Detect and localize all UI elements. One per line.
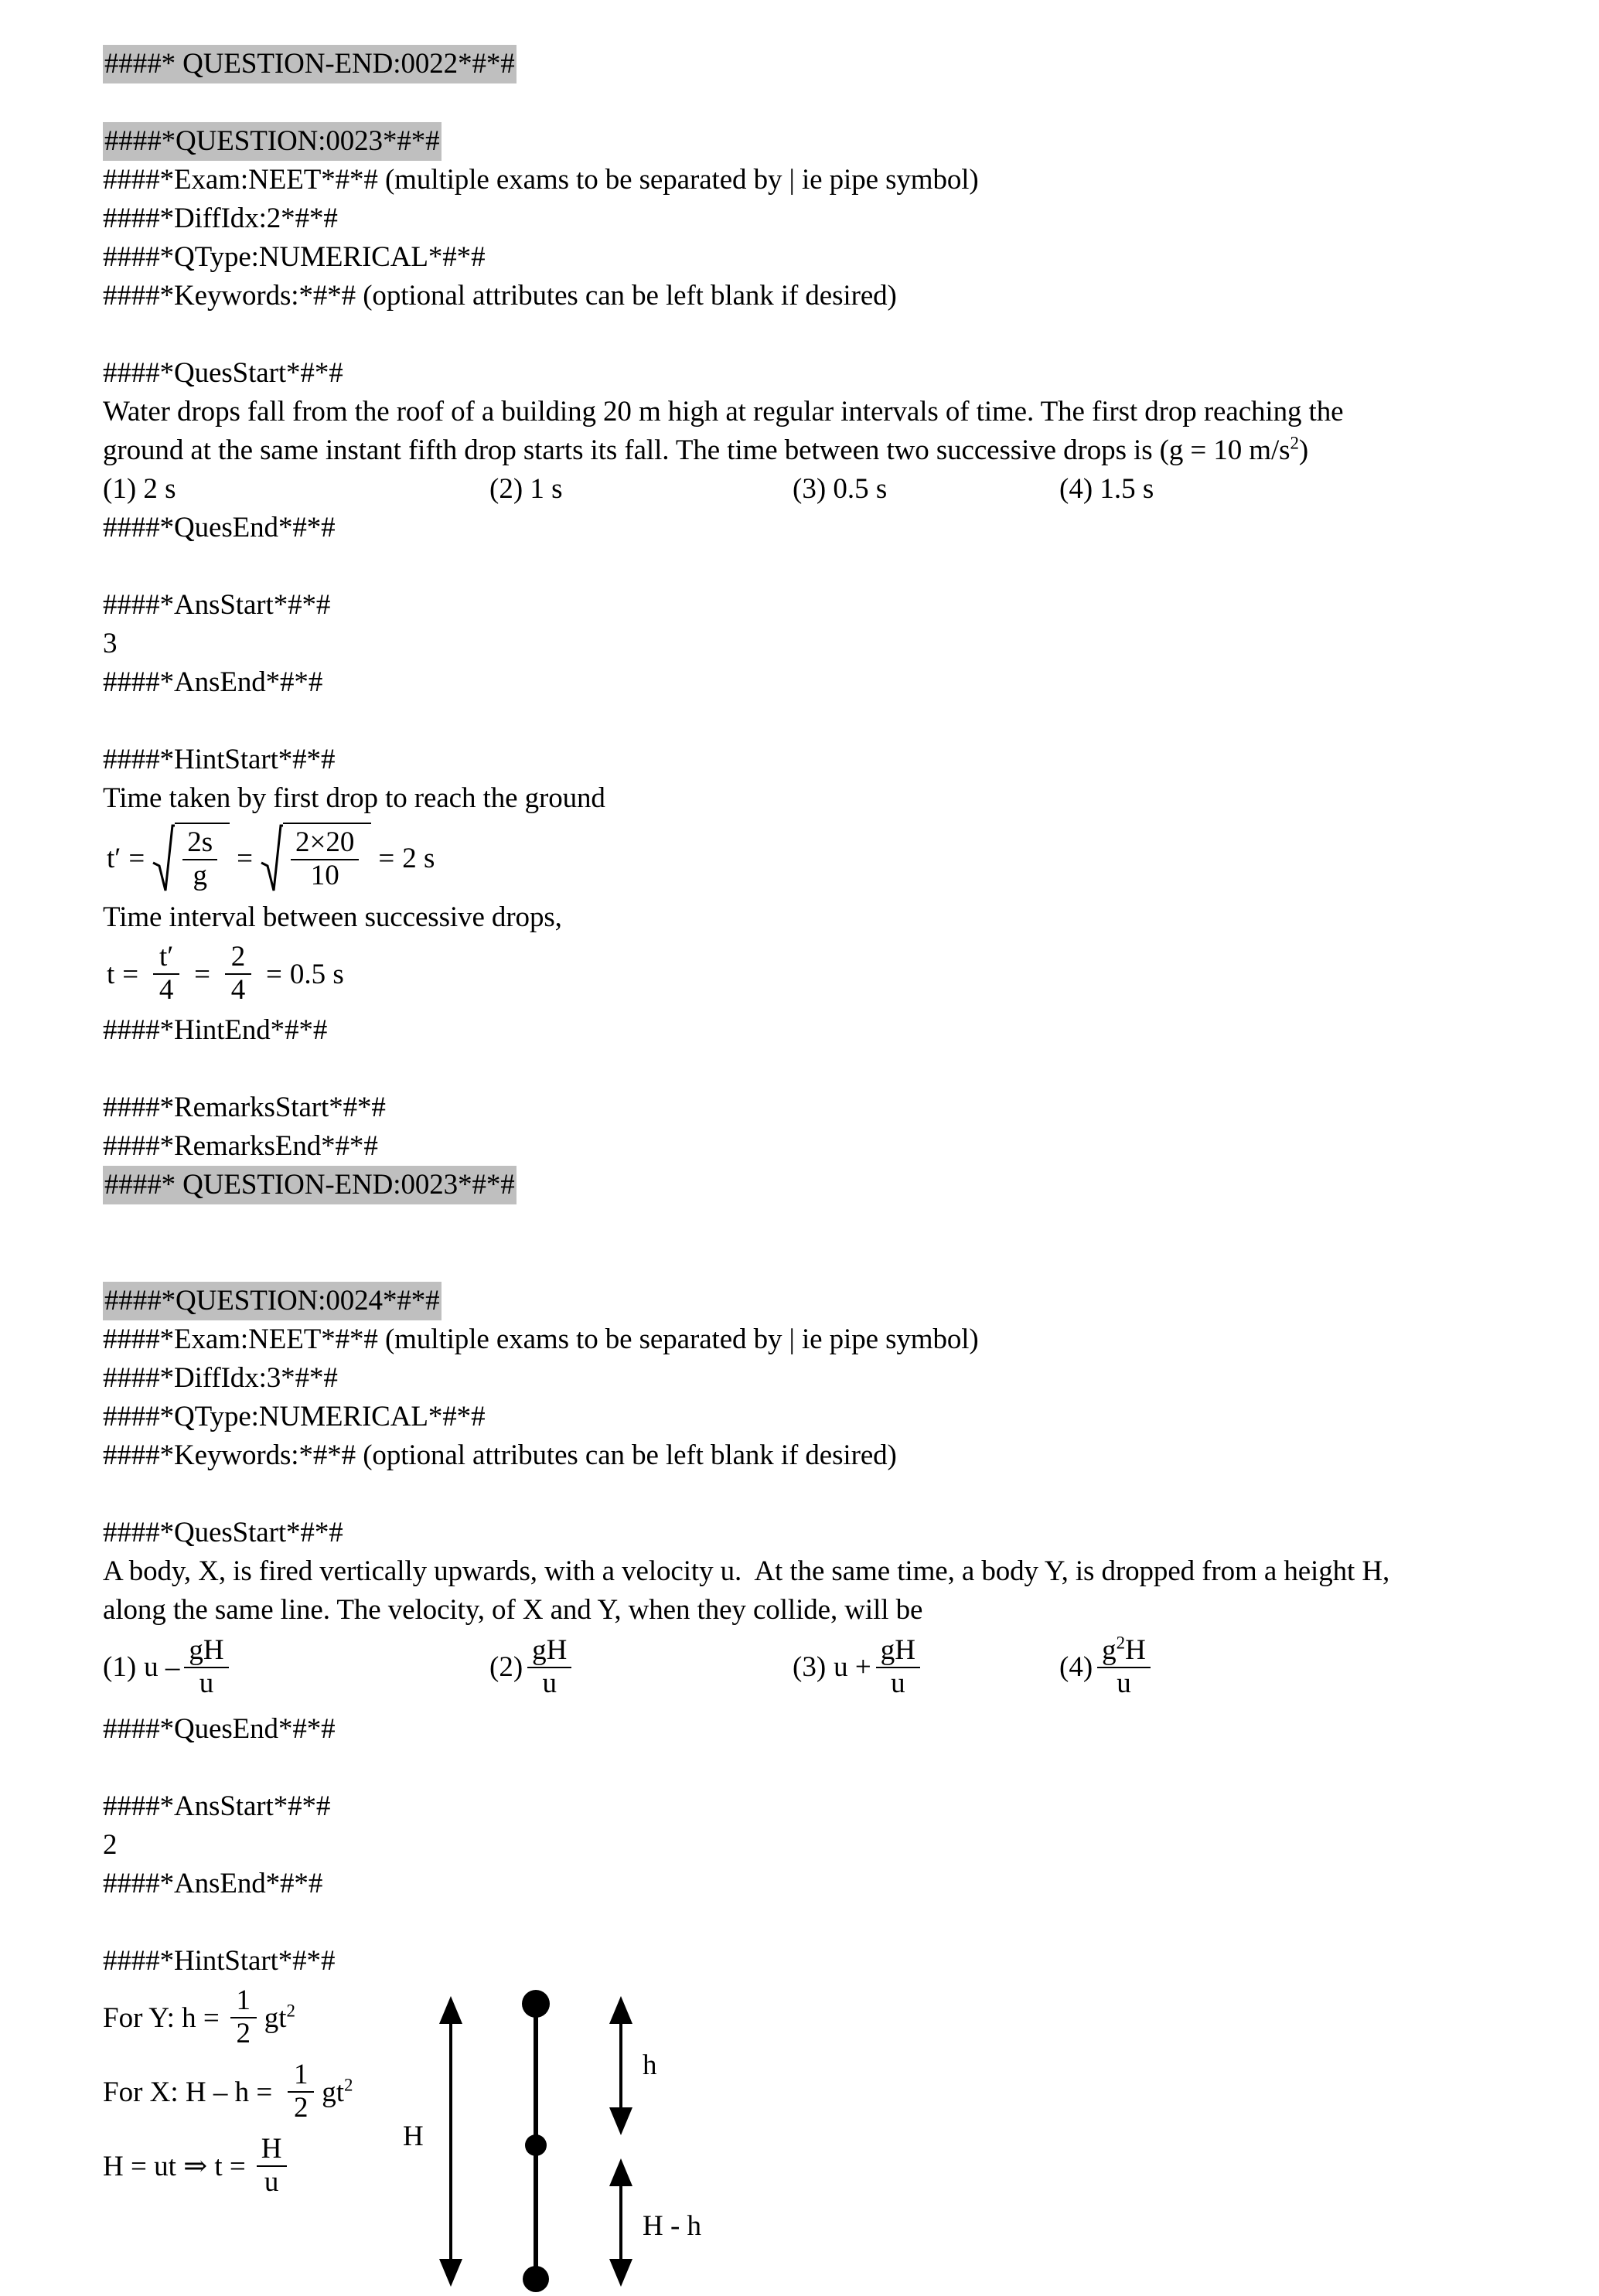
fraction-denominator: u [542, 1667, 557, 1699]
question-0023-hint-equation-1 [103, 818, 1526, 898]
option-3[interactable] [793, 1636, 925, 1699]
equation-tail-base: gt [264, 2001, 287, 2034]
fraction-denominator: u [264, 2166, 279, 2198]
question-0023-stem [103, 393, 1526, 470]
fraction-denominator: g [193, 860, 207, 891]
highlighted-marker: ####* QUESTION-END:0022*#*# [103, 45, 517, 83]
question-0024-ques-end-marker: ####*QuesEnd*#*# [103, 1713, 336, 1745]
option-value: 0.5 s [833, 473, 888, 505]
question-0024-stem-line-2: along the same line. The velocity, of X and Y, when they collide, will be [103, 1594, 923, 1626]
fraction-denominator: 4 [230, 974, 246, 1006]
equation-lead: For X: H – h = [103, 2076, 273, 2108]
question-0023-hint-equation-2 [103, 937, 1526, 1011]
fraction-numerator: 1 [236, 1984, 251, 2017]
stem-text: ground at the same instant fifth drop starts its fall. The time between two successive drops is (g = 10 m/s [103, 434, 1290, 466]
fraction [288, 2060, 314, 2124]
question-0023-ques-start-marker: ####*QuesStart*#*# [103, 357, 343, 389]
question-0023-hint-text-1: Time taken by first drop to reach the ground [103, 782, 605, 814]
option-label: (3) [793, 1651, 827, 1684]
spacer [103, 1475, 1526, 1514]
option-1[interactable] [103, 1636, 234, 1699]
option-2[interactable] [489, 1636, 576, 1699]
option-label: (3) [793, 473, 827, 505]
equation-lead: For Y: h = [103, 2001, 220, 2034]
equation-tail [322, 2076, 353, 2109]
fraction-denominator: 10 [310, 860, 339, 891]
option-3[interactable] [793, 470, 887, 509]
question-0023-options [103, 470, 1526, 509]
equation-result: 0.5 s [289, 958, 344, 990]
fraction-numerator: 2 [230, 941, 246, 973]
option-value: 1.5 s [1100, 473, 1154, 505]
question-0023-ques-end-marker: ####*QuesEnd*#*# [103, 512, 336, 543]
option-prefix: u + [834, 1651, 871, 1684]
question-0024-options [103, 1630, 1526, 1710]
equation-tail-base: gt [322, 2076, 345, 2108]
fraction-numerator: 1 [294, 2059, 309, 2091]
option-label: (4) [1059, 473, 1093, 505]
fraction-denominator: u [891, 1667, 905, 1699]
equals-sign-3: = [378, 842, 395, 874]
option-label: (2) [489, 473, 523, 505]
fraction [876, 1636, 920, 1699]
fraction-denominator: u [199, 1667, 214, 1699]
question-0023-exam-line: ####*Exam:NEET*#*# (multiple exams to be separated by | ie pipe symbol) [103, 164, 979, 196]
fraction-numerator: H [261, 2133, 282, 2165]
fraction-numerator: gH [189, 1634, 224, 1666]
stem-exponent: 2 [1290, 433, 1299, 453]
option-value: 2 s [143, 473, 176, 505]
option-4[interactable] [1059, 470, 1154, 509]
option-2[interactable] [489, 470, 563, 509]
question-0024-keywords-line: ####*Keywords:*#*# (optional attributes can be left blank if desired) [103, 1439, 897, 1471]
option-label: (1) [103, 1651, 137, 1684]
question-0023-hint-start-marker: ####*HintStart*#*# [103, 744, 336, 775]
fraction-2 [225, 942, 251, 1006]
option-label: (2) [489, 1651, 523, 1684]
highlighted-marker: ####* QUESTION-END:0023*#*# [103, 1166, 517, 1204]
equation-tail-exponent: 2 [344, 2075, 353, 2095]
equals-sign-3: = [266, 958, 282, 990]
spacer [103, 315, 1526, 354]
question-0022-end-marker [103, 45, 1526, 83]
fraction [184, 1636, 228, 1699]
spacer [103, 702, 1526, 741]
fraction-1 [182, 828, 217, 891]
diagram-label-h: h [643, 2049, 657, 2081]
collision-diagram [389, 1987, 822, 2296]
fraction [527, 1636, 571, 1699]
question-0023-remarks-end-marker: ####*RemarksEnd*#*# [103, 1130, 378, 1162]
question-0023-ans-end-marker: ####*AnsEnd*#*# [103, 666, 323, 698]
fraction-1 [153, 942, 179, 1006]
fraction-denominator: u [1117, 1667, 1131, 1699]
question-0023-hint-text-2: Time interval between successive drops, [103, 901, 562, 933]
highlighted-marker: ####*QUESTION:0023*#*# [103, 122, 442, 161]
fraction-2 [291, 828, 359, 891]
square-root-1 [152, 823, 230, 894]
equals-sign-2: = [237, 842, 254, 874]
equation-tail [264, 2001, 295, 2035]
fraction-numerator [1097, 1633, 1151, 1667]
option-4[interactable] [1059, 1633, 1155, 1699]
question-0024-start-marker [103, 1282, 1526, 1320]
equation-lead: H = ut ⇒ t = [103, 2151, 246, 2182]
spacer [103, 83, 1526, 122]
fraction-denominator: 4 [159, 974, 174, 1006]
question-0023-hint-end-marker: ####*HintEnd*#*# [103, 1014, 328, 1046]
document-body [103, 45, 1526, 2242]
spacer [103, 1050, 1526, 1088]
numerator-tail: H [1125, 1634, 1146, 1666]
question-0024-hint-start-marker: ####*HintStart*#*# [103, 1945, 336, 1977]
question-0023-stem-line-1: Water drops fall from the roof of a building 20 m high at regular intervals of time. The first drop reaching the [103, 396, 1344, 428]
radicand-2 [283, 823, 371, 894]
question-0024-hint-body [103, 1981, 1526, 2242]
question-0023-keywords-line: ####*Keywords:*#*# (optional attributes can be left blank if desired) [103, 280, 897, 312]
spacer [103, 547, 1526, 586]
question-0024-ans-start-marker: ####*AnsStart*#*# [103, 1790, 331, 1822]
question-0023-stem-line-2 [103, 431, 1526, 470]
question-0024-answer: 2 [103, 1829, 118, 1861]
fraction [230, 1986, 257, 2049]
fraction-numerator: 2s [187, 826, 213, 859]
equals-sign-2: = [194, 958, 211, 990]
option-value: 1 s [530, 473, 563, 505]
stem-text-tail: ) [1298, 434, 1309, 466]
equation-lhs: t [107, 958, 115, 990]
question-0024-diffidx-line: ####*DiffIdx:3*#*# [103, 1362, 338, 1394]
numerator-exponent: 2 [1116, 1633, 1126, 1653]
question-0023-remarks-start-marker: ####*RemarksStart*#*# [103, 1092, 386, 1123]
question-0023-diffidx-line: ####*DiffIdx:2*#*# [103, 203, 338, 234]
fraction-numerator: gH [880, 1634, 916, 1666]
equation-result: 2 s [402, 842, 435, 874]
fraction-numerator: gH [532, 1634, 568, 1666]
spacer [103, 1903, 1526, 1942]
square-root-2 [260, 823, 371, 894]
fraction [1097, 1633, 1151, 1699]
question-0023-qtype-line: ####*QType:NUMERICAL*#*# [103, 241, 486, 273]
diagram-label-H-minus-h: H - h [643, 2210, 702, 2242]
question-0024-qtype-line: ####*QType:NUMERICAL*#*# [103, 1401, 486, 1432]
highlighted-marker: ####*QUESTION:0024*#*# [103, 1282, 442, 1320]
question-0024-ans-end-marker: ####*AnsEnd*#*# [103, 1868, 323, 1899]
question-0023-end-marker [103, 1166, 1526, 1204]
radicand-1 [175, 823, 230, 894]
question-0023-ans-start-marker: ####*AnsStart*#*# [103, 589, 331, 621]
fraction [257, 2134, 287, 2198]
equation-lhs: t′ [107, 842, 121, 874]
spacer [103, 1749, 1526, 1787]
option-prefix: u – [144, 1651, 180, 1684]
question-0023-start-marker [103, 122, 1526, 161]
spacer [103, 1204, 1526, 1282]
equals-sign-1: = [128, 842, 145, 874]
numerator-base: g [1102, 1634, 1117, 1666]
fraction-numerator: 2×20 [295, 826, 355, 859]
equation-tail-exponent: 2 [286, 2001, 295, 2021]
diagram-label-H: H [403, 2121, 424, 2152]
fraction-denominator: 2 [294, 2092, 309, 2124]
option-label: (1) [103, 473, 137, 505]
equals-sign-1: = [122, 958, 139, 990]
question-0023-answer: 3 [103, 628, 118, 659]
fraction-denominator: 2 [236, 2018, 251, 2049]
option-label: (4) [1059, 1651, 1093, 1684]
question-0024-exam-line: ####*Exam:NEET*#*# (multiple exams to be separated by | ie pipe symbol) [103, 1323, 979, 1355]
question-0024-stem-line-1: A body, X, is fired vertically upwards, with a velocity u. At the same time, a body Y, is dropped from a height H, [103, 1555, 1390, 1587]
question-0024-ques-start-marker: ####*QuesStart*#*# [103, 1517, 343, 1548]
fraction-numerator: t′ [159, 941, 174, 973]
option-1[interactable] [103, 470, 176, 509]
